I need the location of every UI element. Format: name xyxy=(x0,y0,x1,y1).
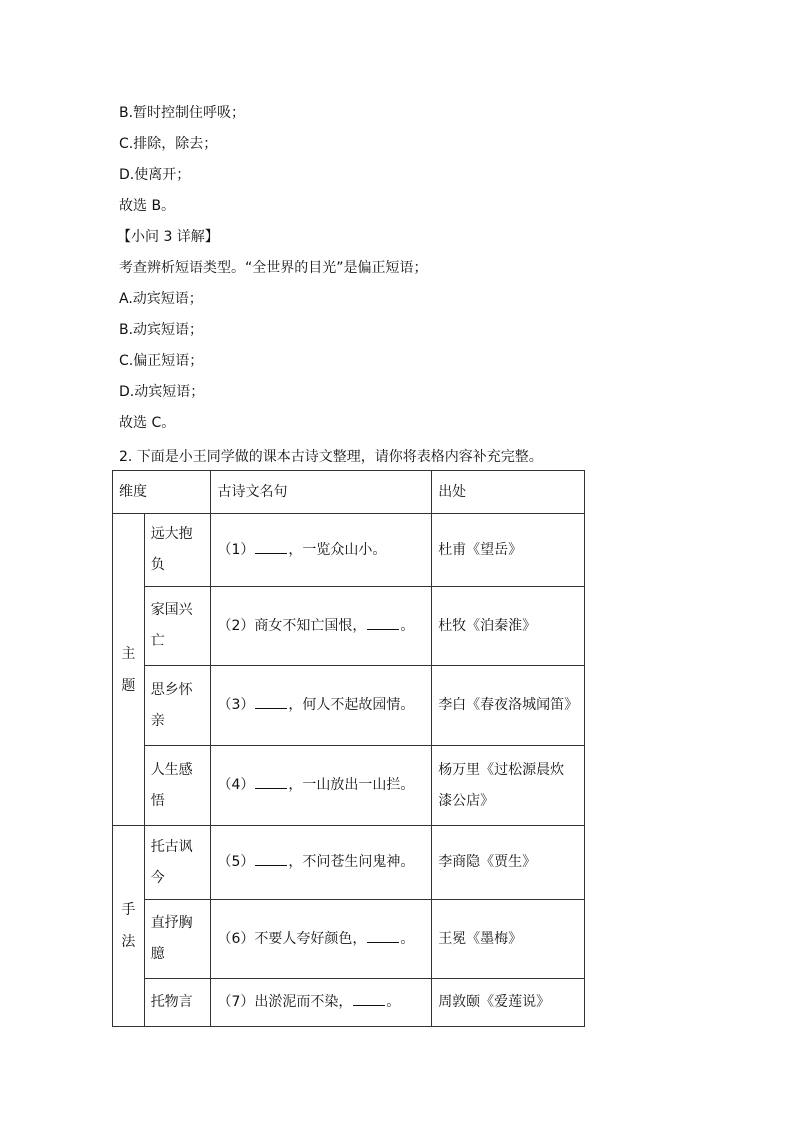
fill-in-blank[interactable] xyxy=(367,930,399,943)
option-d-3: D.动宾短语； xyxy=(119,384,205,400)
verse-prefix: （6）不要人夸好颜色， xyxy=(217,930,367,947)
header-dimension: 维度 xyxy=(113,471,211,514)
fill-in-blank[interactable] xyxy=(255,853,287,866)
option-d: D.使离开； xyxy=(119,167,191,183)
verse-cell xyxy=(211,826,432,900)
fill-in-blank[interactable] xyxy=(367,617,399,630)
verse-prefix: （2）商女不知亡国恨， xyxy=(217,617,367,634)
verse-text: 。 xyxy=(400,617,415,634)
header-verse: 古诗文名句 xyxy=(211,471,432,514)
option-b-3: B.动宾短语； xyxy=(119,322,204,338)
category-cell: 主 题 xyxy=(113,514,145,826)
header-source: 出处 xyxy=(432,471,585,514)
table-row xyxy=(113,826,585,900)
subcategory-cell: 人生感悟 xyxy=(144,746,211,826)
answer-1: 故选 B。 xyxy=(119,198,176,214)
subcategory-cell: 托古讽今 xyxy=(144,826,211,900)
source-cell: 杜甫《望岳》 xyxy=(432,514,585,587)
question-3-analysis: 考查辨析短语类型。“全世界的目光”是偏正短语； xyxy=(119,260,428,276)
verse-cell xyxy=(211,900,432,979)
option-c-3: C.偏正短语； xyxy=(119,353,204,369)
table-row xyxy=(113,746,585,826)
fill-in-blank[interactable] xyxy=(255,776,287,789)
table-row xyxy=(113,587,585,666)
fill-in-blank[interactable] xyxy=(255,696,287,709)
subcategory-cell: 直抒胸臆 xyxy=(144,900,211,979)
subcategory-cell: 思乡怀亲 xyxy=(144,666,211,746)
option-c: C.排除，除去； xyxy=(119,136,218,152)
verse-cell xyxy=(211,666,432,746)
subcategory-cell: 家国兴亡 xyxy=(144,587,211,666)
verse-text: 。 xyxy=(386,994,401,1010)
fill-in-blank[interactable] xyxy=(255,541,287,554)
section-heading-3: 【小问 3 详解】 xyxy=(117,229,219,245)
verse-prefix: （7）出淤泥而不染， xyxy=(217,994,353,1010)
verse-text: ，不问苍生问鬼神。 xyxy=(288,854,415,870)
verse-text: ，一山放出一山拦。 xyxy=(288,777,415,793)
subcategory-cell: 远大抱负 xyxy=(144,514,211,587)
poetry-table xyxy=(112,470,585,1027)
verse-prefix: （1） xyxy=(217,541,255,558)
table-header-row xyxy=(113,471,585,514)
table-row xyxy=(113,514,585,587)
verse-prefix: （5） xyxy=(217,854,255,870)
verse-text: 。 xyxy=(400,930,415,947)
option-b: B.暂时控制住呼吸； xyxy=(119,105,246,121)
table-row xyxy=(113,666,585,746)
subcategory-cell: 托物言 xyxy=(144,979,211,1027)
verse-cell xyxy=(211,514,432,587)
source-cell: 李白《春夜洛城闻笛》 xyxy=(432,666,585,746)
verse-cell xyxy=(211,979,432,1027)
question-2: 2. 下面是小王同学做的课本古诗文整理，请你将表格内容补充完整。 xyxy=(119,449,543,465)
verse-text: ，何人不起故园情。 xyxy=(288,697,415,713)
verse-prefix: （3） xyxy=(217,697,255,713)
category-cell: 手 法 xyxy=(113,826,145,1027)
option-a-3: A.动宾短语； xyxy=(119,291,203,307)
verse-cell xyxy=(211,746,432,826)
answer-3: 故选 C。 xyxy=(119,415,176,431)
source-cell: 李商隐《贾生》 xyxy=(432,826,585,900)
source-cell: 周敦颐《爱莲说》 xyxy=(432,979,585,1027)
fill-in-blank[interactable] xyxy=(353,993,385,1006)
source-cell: 杜牧《泊秦淮》 xyxy=(432,587,585,666)
verse-text: ，一览众山小。 xyxy=(288,541,387,558)
table-row xyxy=(113,979,585,1027)
source-cell: 王冕《墨梅》 xyxy=(432,900,585,979)
verse-cell xyxy=(211,587,432,666)
table-row xyxy=(113,900,585,979)
source-cell: 杨万里《过松源晨炊漆公店》 xyxy=(432,746,585,826)
verse-prefix: （4） xyxy=(217,777,255,793)
